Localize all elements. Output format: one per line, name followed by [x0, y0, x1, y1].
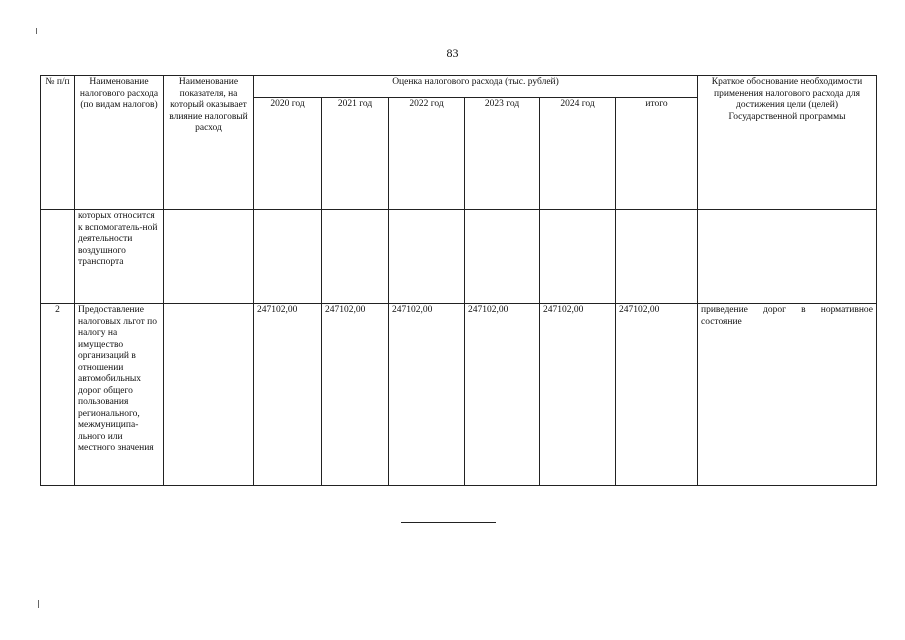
row-name: Предоставление налоговых льгот по налогу на имущество организаций в отношении автомобильных дорог общего пользования регионального, межмуниципа-льного или местного значения [75, 304, 164, 486]
table-row [41, 304, 877, 486]
row-value-2024 [540, 210, 616, 304]
row-name: которых относится к вспомогатель-ной деятельности воздушного транспорта [75, 210, 164, 304]
row-justification: приведение дорог в нормативное состояние [698, 304, 877, 486]
tax-expense-table [40, 75, 877, 486]
row-value-2021: 247102,00 [322, 304, 389, 486]
row-num: 2 [41, 304, 75, 486]
scan-mark [38, 600, 39, 608]
scan-mark [36, 28, 37, 34]
header-total: итого [616, 98, 698, 210]
row-justification [698, 210, 877, 304]
row-value-2022: 247102,00 [389, 304, 465, 486]
header-justification: Краткое обоснование необходимости применения налогового расхода для достижения цели (целей) Государственной программы [698, 76, 877, 210]
row-value-2020 [254, 210, 322, 304]
row-value-2024: 247102,00 [540, 304, 616, 486]
row-value-total: 247102,00 [616, 304, 698, 486]
row-value-2023 [465, 210, 540, 304]
header-indicator: Наименование показателя, на который оказывает влияние налоговый расход [164, 76, 254, 210]
row-indicator [164, 210, 254, 304]
header-num: № п/п [41, 76, 75, 210]
closing-rule [401, 522, 496, 523]
table-row [41, 210, 877, 304]
row-num [41, 210, 75, 304]
header-estimate-group: Оценка налогового расхода (тыс. рублей) [254, 76, 698, 98]
row-value-2021 [322, 210, 389, 304]
header-name: Наименование налогового расхода (по видам налогов) [75, 76, 164, 210]
row-value-2023: 247102,00 [465, 304, 540, 486]
row-indicator [164, 304, 254, 486]
row-value-total [616, 210, 698, 304]
header-year-2020: 2020 год [254, 98, 322, 210]
header-year-2022: 2022 год [389, 98, 465, 210]
row-value-2022 [389, 210, 465, 304]
page-number: 83 [446, 46, 459, 60]
row-value-2020: 247102,00 [254, 304, 322, 486]
header-year-2024: 2024 год [540, 98, 616, 210]
header-year-2023: 2023 год [465, 98, 540, 210]
header-year-2021: 2021 год [322, 98, 389, 210]
